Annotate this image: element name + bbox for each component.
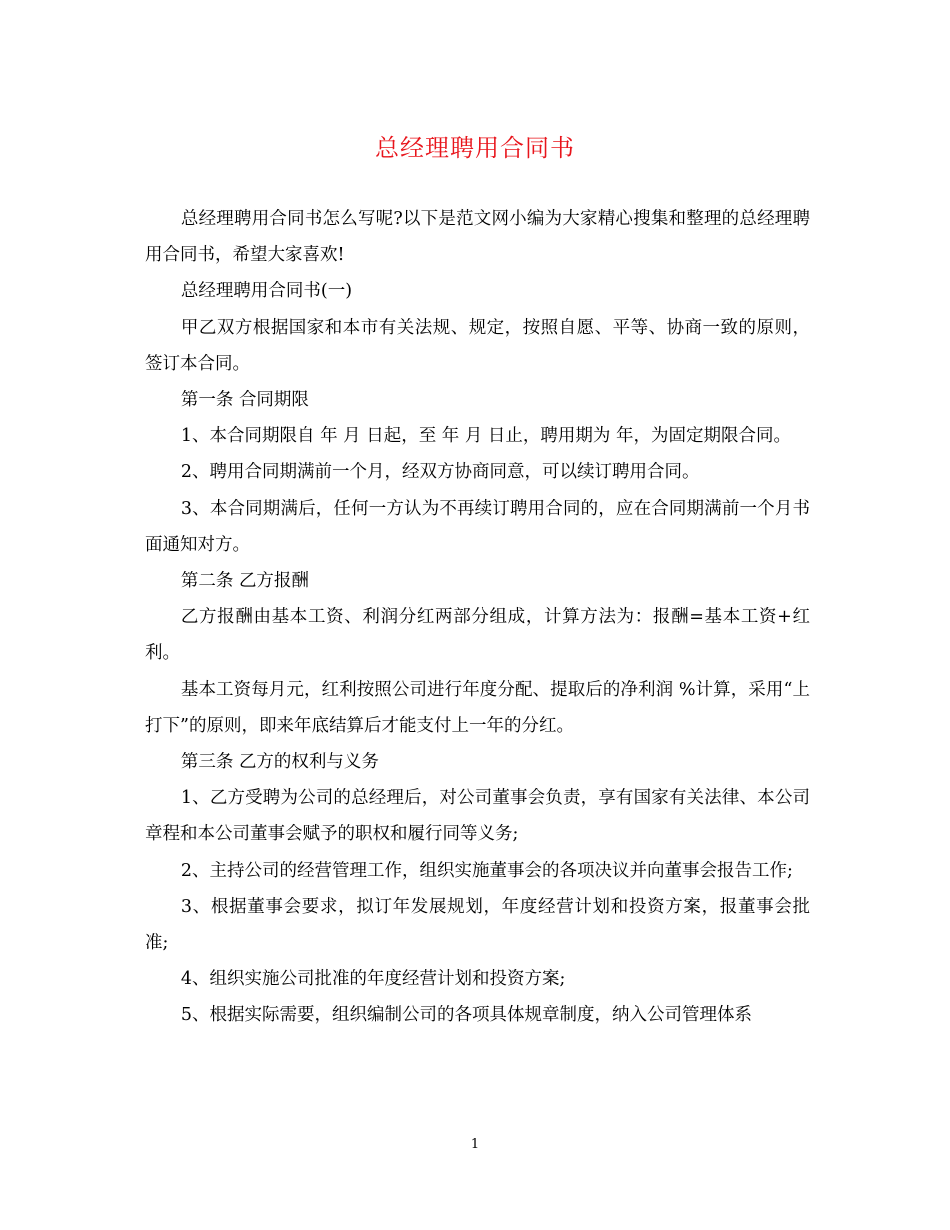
article-1-clause-3: 3、本合同期满后，任何一方认为不再续订聘用合同的，应在合同期满前一个月书面通知对方。 — [145, 498, 810, 555]
document-body — [145, 201, 810, 1034]
article-2-paragraph-2: 基本工资每月元，红利按照公司进行年度分配、提取后的净利润 %计算，采用“上打下”的原则，即来年底结算后才能支付上一年的分红。 — [145, 679, 810, 736]
paragraph-preamble: 甲乙双方根据国家和本市有关法规、规定，按照自愿、平等、协商一致的原则，签订本合同。 — [145, 317, 810, 374]
article-3-clause-5: 5、根据实际需要，组织编制公司的各项具体规章制度，纳入公司管理体系 — [180, 1005, 753, 1026]
article-1-heading: 第一条 合同期限 — [180, 390, 309, 411]
article-2-paragraph-1: 乙方报酬由基本工资、利润分红两部分组成，计算方法为：报酬=基本工资+红利。 — [145, 607, 810, 664]
paragraph-intro: 总经理聘用合同书怎么写呢?以下是范文网小编为大家精心搜集和整理的总经理聘用合同书，希望大家喜欢! — [145, 209, 810, 266]
page-number: 1 — [470, 1137, 480, 1152]
article-3-clause-1: 1、乙方受聘为公司的总经理后，对公司董事会负责，享有国家有关法律、本公司章程和本公司董事会赋予的职权和履行同等义务; — [145, 788, 810, 845]
article-3-clause-2: 2、主持公司的经营管理工作，组织实施董事会的各项决议并向董事会报告工作; — [180, 860, 793, 881]
article-1-clause-1: 1、本合同期限自 年 月 日起，至 年 月 日止，聘用期为 年，为固定期限合同。 — [180, 426, 791, 447]
article-3-heading: 第三条 乙方的权利与义务 — [180, 752, 379, 773]
article-2-heading: 第二条 乙方报酬 — [180, 571, 309, 592]
article-1-clause-2: 2、聘用合同期满前一个月，经双方协商同意，可以续订聘用合同。 — [180, 462, 700, 483]
document-title: 总经理聘用合同书 — [375, 134, 575, 162]
paragraph-contract-heading: 总经理聘用合同书(一) — [180, 281, 353, 302]
article-3-clause-3: 3、根据董事会要求，拟订年发展规划，年度经营计划和投资方案，报董事会批准; — [145, 896, 810, 954]
article-3-clause-4: 4、组织实施公司批准的年度经营计划和投资方案; — [180, 969, 566, 990]
